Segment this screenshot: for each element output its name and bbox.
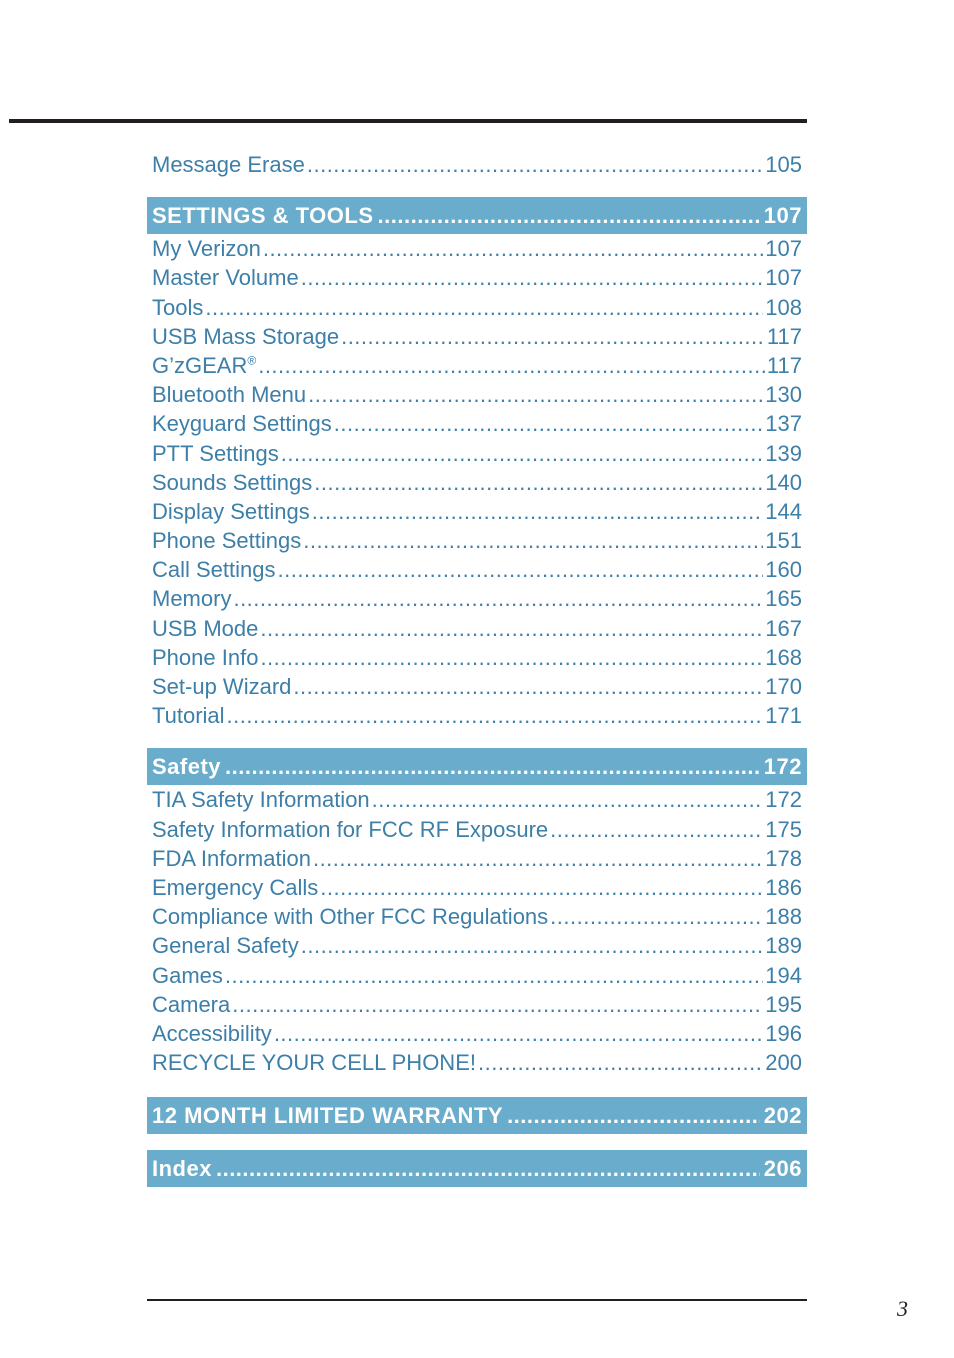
dot-leader [205,293,763,322]
toc-entry-label: Compliance with Other FCC Regulations [152,904,549,930]
section-header-label: Index [152,1156,212,1182]
toc-entry-label: Tutorial [152,703,225,729]
dot-leader [225,748,760,785]
toc-entry-label: My Verizon [152,236,261,262]
toc-entry[interactable] [147,380,807,409]
toc-entry[interactable] [147,902,807,931]
toc-entry-page: 188 [765,904,802,930]
dot-leader [320,873,763,902]
toc-entry-label: RECYCLE YOUR CELL PHONE! [152,1050,476,1076]
toc-entry-label: Display Settings [152,498,310,524]
dot-leader [314,468,763,497]
toc-entry[interactable] [147,990,807,1019]
toc-entry-page: 144 [765,498,802,524]
toc-entry-page: 196 [765,1020,802,1046]
toc-entry-label [152,351,256,380]
dot-leader [308,380,763,409]
toc-entry-page: 160 [765,557,802,583]
toc-entry-label: USB Mass Storage [152,323,340,349]
toc-entry[interactable] [147,263,807,292]
dot-leader [334,409,764,438]
dot-leader [301,931,764,960]
page-number: 3 [897,1296,908,1321]
dot-leader [550,815,763,844]
toc-entry-page: 107 [765,236,802,262]
toc-entry-label: General Safety [152,933,299,959]
toc-entry-label: Keyguard Settings [152,411,332,437]
toc-entry-page: 140 [765,469,802,495]
toc-entry-page: 167 [765,615,802,641]
section-header-label: 12 MONTH LIMITED WARRANTY [152,1103,504,1129]
toc-entry[interactable] [147,614,807,643]
toc-entry-page: 151 [765,528,802,554]
toc-entry-page: 117 [766,323,802,349]
toc-entry-page: 172 [765,787,802,813]
dot-leader [378,197,760,234]
section-header-settings-tools[interactable] [147,197,807,234]
toc-entry[interactable] [147,931,807,960]
section-header-index[interactable] [147,1150,807,1187]
toc-entry[interactable] [147,234,807,263]
section-header-label: Safety [152,754,222,780]
safety-entries [147,785,807,1077]
table-of-contents [147,150,807,1187]
toc-entry[interactable] [147,643,807,672]
toc-entry-page: 170 [765,674,802,699]
toc-entry[interactable] [147,961,807,990]
dot-leader [307,150,763,179]
section-header-page: 202 [763,1103,802,1129]
toc-entry[interactable] [147,701,807,730]
toc-entry-page: 186 [765,874,802,900]
toc-entry[interactable] [147,1019,807,1048]
dot-leader [263,234,763,263]
toc-entry-label: Camera [152,991,231,1017]
toc-entry[interactable] [147,785,807,814]
toc-entry-page: 108 [765,294,802,320]
toc-entry-label: Games [152,962,223,988]
section-header-page: 172 [763,754,802,780]
dot-leader [274,1019,763,1048]
dot-leader [293,672,763,701]
toc-entry-label: Memory [152,586,232,612]
toc-entry-label: Phone Settings [152,528,302,554]
dot-leader [281,439,764,468]
toc-entry-label: Master Volume [152,265,299,291]
toc-entry-label: FDA Information [152,845,311,871]
section-header-page: 107 [763,203,802,229]
dot-leader [233,584,763,613]
toc-entry[interactable] [147,584,807,613]
toc-entry-label: Safety Information for FCC RF Exposure [152,816,549,842]
registered-mark: ® [247,353,257,368]
dot-leader [301,263,764,292]
toc-entry-page: 200 [765,1050,802,1076]
toc-entry[interactable] [147,555,807,584]
toc-entry-page: 117 [766,352,802,378]
top-rule [9,119,807,123]
toc-entry-label: Set-up Wizard [152,674,292,699]
toc-entry-page: 195 [765,991,802,1017]
toc-entry-label: Tools [152,294,204,320]
toc-entry[interactable] [147,815,807,844]
dot-leader [260,643,763,672]
toc-entry[interactable] [147,1048,807,1077]
toc-entry-page: 107 [765,265,802,291]
toc-entry-page: 178 [765,845,802,871]
dot-leader [260,614,763,643]
settings-tools-entries [147,234,807,730]
toc-entry[interactable] [147,293,807,322]
toc-entry[interactable] [147,439,807,468]
toc-entry[interactable] [147,873,807,902]
toc-entry-page: 194 [765,962,802,988]
bottom-rule [147,1299,807,1301]
toc-entry[interactable] [147,351,807,380]
section-header-safety[interactable] [147,748,807,785]
dot-leader [303,526,763,555]
toc-entry[interactable] [147,468,807,497]
dot-leader [507,1097,760,1134]
toc-entry-label: Message Erase [152,152,305,177]
dot-leader [278,555,764,584]
toc-entry-label: PTT Settings [152,440,279,466]
toc-entry[interactable] [147,409,807,438]
toc-entry-page: 137 [765,411,802,437]
toc-entry-label: Call Settings [152,557,276,583]
section-header-warranty[interactable] [147,1097,807,1134]
toc-entry[interactable] [147,672,807,701]
toc-entry[interactable] [147,322,807,351]
toc-entry-page: 105 [765,152,802,177]
toc-entry[interactable] [147,497,807,526]
toc-entry-label: Accessibility [152,1020,272,1046]
toc-entry-page: 130 [765,382,802,408]
toc-entry-label: Bluetooth Menu [152,382,307,408]
toc-entry-label: TIA Safety Information [152,787,370,813]
dot-leader [216,1150,760,1187]
dot-leader [478,1048,763,1077]
dot-leader [225,961,763,990]
toc-entry-label: Emergency Calls [152,874,319,900]
toc-entry-page: 168 [765,644,802,670]
toc-entry-page: 139 [765,440,802,466]
dot-leader [227,701,764,730]
toc-entry-page: 189 [765,933,802,959]
toc-entry[interactable] [147,526,807,555]
dot-leader [550,902,763,931]
toc-entry-label: Sounds Settings [152,469,313,495]
toc-entry-page: 165 [765,586,802,612]
toc-entry-page: 171 [765,703,802,729]
toc-entry-label: Phone Info [152,644,259,670]
dot-leader [232,990,763,1019]
section-header-label: SETTINGS & TOOLS [152,203,374,229]
toc-entry-page: 175 [765,816,802,842]
dot-leader [312,497,764,526]
toc-entry[interactable] [147,844,807,873]
section-header-page: 206 [763,1156,802,1182]
dot-leader [313,844,763,873]
toc-entry-label: USB Mode [152,615,259,641]
dot-leader [341,322,765,351]
dot-leader [258,351,765,380]
dot-leader [372,785,764,814]
toc-entry-label-text: G’zGEAR [152,352,248,378]
toc-entry-message-erase[interactable] [147,150,807,179]
